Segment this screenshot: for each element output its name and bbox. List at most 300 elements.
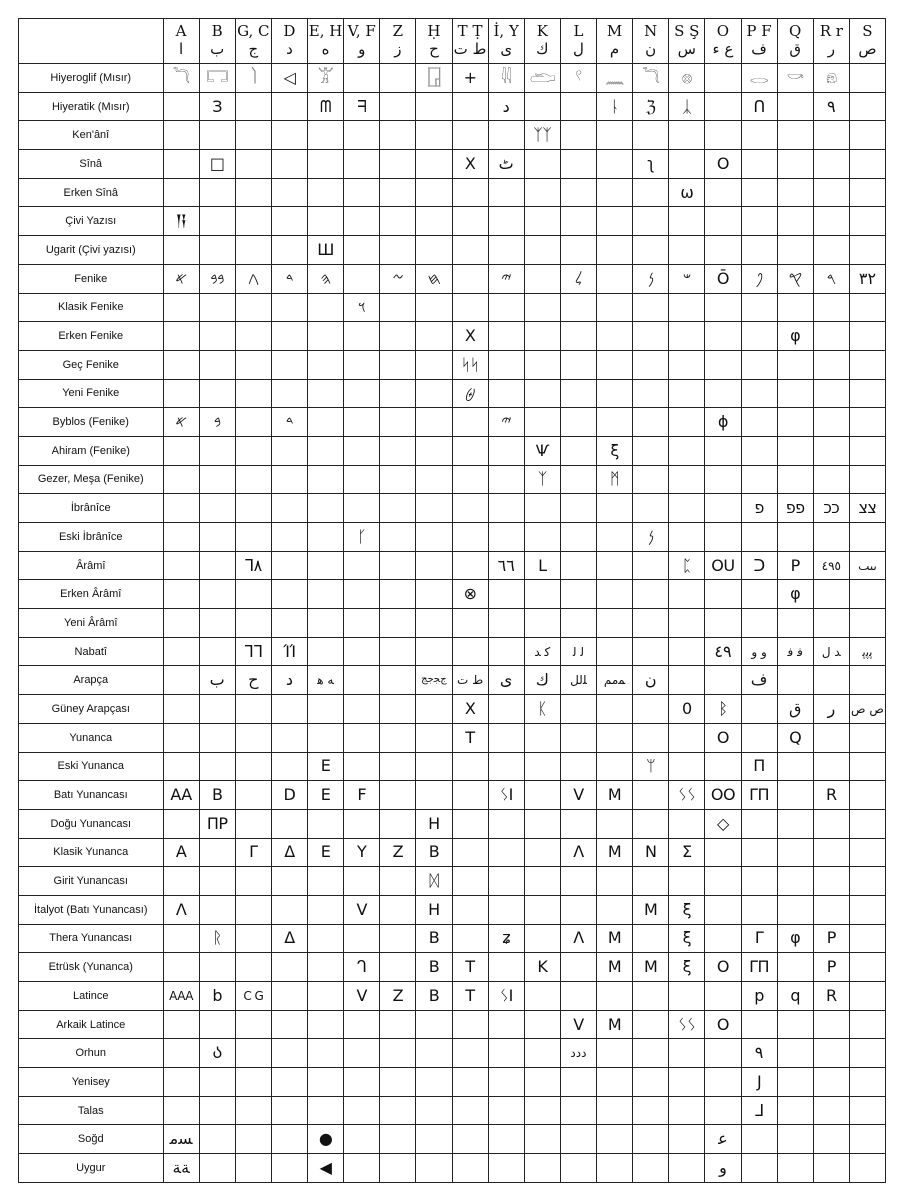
glyph-cell [597,895,633,924]
glyph-cell [813,609,849,638]
glyph-cell [524,609,560,638]
glyph-cell: Υ [344,838,380,867]
glyph-cell [271,895,307,924]
glyph-cell [163,178,199,207]
glyph-cell [235,322,271,351]
glyph-cell: H [416,809,452,838]
glyph-cell: 𐤋 [560,264,596,293]
glyph-cell: φ [777,924,813,953]
glyph-cell [813,752,849,781]
glyph-cell [813,1154,849,1183]
glyph-cell [849,465,885,494]
glyph-cell [235,809,271,838]
script-name: Fenike [19,264,164,293]
glyph-cell [163,609,199,638]
glyph-cell [669,809,705,838]
glyph-cell [560,752,596,781]
glyph-cell: ﻠﻟﻞ [560,666,596,695]
glyph-cell: R [813,781,849,810]
glyph-cell [416,695,452,724]
glyph-cell: ᛊI [488,982,524,1011]
glyph-cell: ᛊI [488,781,524,810]
table-row [19,723,886,752]
glyph-cell: 𐤂 [235,264,271,293]
glyph-cell [163,723,199,752]
glyph-cell [560,494,596,523]
glyph-cell [380,551,416,580]
glyph-cell: ξ [669,924,705,953]
table-row [19,408,886,437]
glyph-cell [777,178,813,207]
glyph-cell [380,236,416,265]
column-arabic-letter: ق [789,40,801,58]
glyph-cell [308,1039,344,1068]
glyph-cell [777,838,813,867]
column-header [813,19,849,64]
script-name: Klasik Yunanca [19,838,164,867]
glyph-cell [452,838,488,867]
glyph-cell: T [452,953,488,982]
glyph-cell [344,1039,380,1068]
glyph-cell [560,207,596,236]
glyph-cell [488,1096,524,1125]
glyph-cell: ᒣᒣ [235,637,271,666]
glyph-cell: ᒉ [344,953,380,982]
glyph-cell [849,207,885,236]
glyph-cell [524,293,560,322]
glyph-cell [777,666,813,695]
glyph-cell [488,350,524,379]
column-arabic-letter: ز [394,40,402,58]
table-row [19,523,886,552]
glyph-cell: ٦٦ [488,551,524,580]
glyph-cell [777,1154,813,1183]
glyph-cell [380,1039,416,1068]
glyph-cell: ﺴﻣ [163,1125,199,1154]
glyph-cell [705,752,741,781]
glyph-cell [163,924,199,953]
glyph-cell [741,838,777,867]
glyph-cell [271,695,307,724]
glyph-cell [163,637,199,666]
glyph-cell [849,121,885,150]
glyph-cell: 𐤃 [271,264,307,293]
glyph-cell: 𓆓 [163,64,199,93]
glyph-cell: פ [741,494,777,523]
glyph-cell: M [597,924,633,953]
glyph-cell: 𐤒 [777,264,813,293]
glyph-cell: ● [308,1125,344,1154]
table-row [19,666,886,695]
glyph-cell: ᛊᛊ [669,781,705,810]
glyph-cell [308,150,344,179]
table-row [19,1154,886,1183]
glyph-cell [633,1096,669,1125]
glyph-cell: AAA [163,982,199,1011]
column-arabic-letter: ا [178,40,184,58]
glyph-cell [633,408,669,437]
glyph-cell [633,609,669,638]
glyph-cell [705,838,741,867]
glyph-cell [669,867,705,896]
glyph-cell: ٣٢ [849,264,885,293]
glyph-cell [560,867,596,896]
glyph-cell [163,1068,199,1097]
glyph-cell [271,752,307,781]
glyph-cell [633,236,669,265]
glyph-cell [705,924,741,953]
glyph-cell: ﻤﻣﻢ [597,666,633,695]
glyph-cell [199,494,235,523]
glyph-cell: B [416,838,452,867]
glyph-cell [813,723,849,752]
glyph-cell [199,695,235,724]
glyph-cell [560,465,596,494]
column-header [524,19,560,64]
script-name: Ârâmî [19,551,164,580]
glyph-cell: ᑐ [741,551,777,580]
glyph-cell [380,150,416,179]
column-header [669,19,705,64]
glyph-cell [235,236,271,265]
glyph-cell [271,580,307,609]
glyph-cell [669,1096,705,1125]
glyph-cell: Λ [163,895,199,924]
table-row [19,637,886,666]
column-header [271,19,307,64]
table-row [19,1010,886,1039]
glyph-cell [344,121,380,150]
glyph-cell [235,895,271,924]
column-header [488,19,524,64]
glyph-cell: 𐤀 [163,408,199,437]
glyph-cell: B [199,781,235,810]
glyph-cell [705,580,741,609]
glyph-cell [560,350,596,379]
glyph-cell [452,1096,488,1125]
glyph-cell [488,609,524,638]
table-row [19,150,886,179]
glyph-cell [416,523,452,552]
glyph-cell: 𐤉 [488,408,524,437]
glyph-cell [488,523,524,552]
glyph-cell: 𐤁𐤁 [199,264,235,293]
glyph-cell [777,953,813,982]
glyph-cell [633,809,669,838]
glyph-cell [271,723,307,752]
glyph-cell: ᗰ [308,92,344,121]
glyph-cell [344,322,380,351]
glyph-cell [777,436,813,465]
glyph-cell [452,1010,488,1039]
glyph-cell [380,695,416,724]
script-name: Güney Arapçası [19,695,164,724]
glyph-cell [235,781,271,810]
glyph-cell [308,1068,344,1097]
glyph-cell [416,781,452,810]
alphabet-table [18,18,886,1183]
glyph-cell [597,551,633,580]
glyph-cell [488,953,524,982]
script-name: Hiyeroglif (Mısır) [19,64,164,93]
glyph-cell [271,867,307,896]
glyph-cell [380,781,416,810]
glyph-cell [849,982,885,1011]
column-latin-letter: E, H [308,22,343,40]
glyph-cell [308,982,344,1011]
glyph-cell: ٹ [488,150,524,179]
glyph-cell: ᛉ [524,465,560,494]
glyph-cell [849,924,885,953]
glyph-cell: OU [705,551,741,580]
glyph-cell [416,723,452,752]
table-row [19,838,886,867]
glyph-cell [163,1010,199,1039]
glyph-cell [344,924,380,953]
script-name: Arapça [19,666,164,695]
glyph-cell: B [416,982,452,1011]
glyph-cell [777,150,813,179]
glyph-cell: ﻭ [705,1154,741,1183]
glyph-cell [271,809,307,838]
glyph-cell: ϕ [705,408,741,437]
glyph-cell [271,1096,307,1125]
glyph-cell [777,236,813,265]
glyph-cell [849,781,885,810]
glyph-cell [741,809,777,838]
glyph-cell [235,436,271,465]
glyph-cell: E [308,752,344,781]
table-row [19,924,886,953]
glyph-cell [741,465,777,494]
glyph-cell [777,1010,813,1039]
glyph-cell [705,64,741,93]
glyph-cell [741,723,777,752]
glyph-cell [271,953,307,982]
glyph-cell [777,1096,813,1125]
script-name: Erken Ârâmî [19,580,164,609]
glyph-cell: ﺔﺔ [163,1154,199,1183]
glyph-cell [524,809,560,838]
glyph-cell [344,695,380,724]
glyph-cell: ٩ [813,92,849,121]
glyph-cell [560,982,596,1011]
glyph-cell [163,293,199,322]
column-latin-letter: Ḥ [427,22,441,40]
glyph-cell [560,1154,596,1183]
glyph-cell [705,867,741,896]
glyph-cell: ω [669,178,705,207]
glyph-cell [633,982,669,1011]
glyph-cell [199,1010,235,1039]
glyph-cell: Λ [560,838,596,867]
glyph-cell [452,465,488,494]
glyph-cell [416,178,452,207]
table-row [19,1096,886,1125]
glyph-cell [560,236,596,265]
glyph-cell [308,293,344,322]
glyph-cell [597,695,633,724]
glyph-cell: 𐤍 [633,523,669,552]
glyph-cell [235,379,271,408]
glyph-cell [849,838,885,867]
glyph-cell [633,465,669,494]
table-row [19,752,886,781]
table-row [19,350,886,379]
glyph-cell [813,350,849,379]
glyph-cell [344,1096,380,1125]
glyph-cell [416,1096,452,1125]
glyph-cell [235,609,271,638]
glyph-cell [633,637,669,666]
glyph-cell [380,666,416,695]
table-row [19,609,886,638]
glyph-cell [308,379,344,408]
glyph-cell [813,1096,849,1125]
glyph-cell [741,293,777,322]
glyph-cell: ᛗ [597,465,633,494]
glyph-cell [813,293,849,322]
glyph-cell [380,1096,416,1125]
glyph-cell [271,1010,307,1039]
glyph-cell: P [777,551,813,580]
glyph-cell [344,723,380,752]
glyph-cell [271,551,307,580]
column-arabic-letter: ل [572,40,584,58]
script-name: Eski Yunanca [19,752,164,781]
glyph-cell [271,92,307,121]
glyph-cell: P [813,953,849,982]
glyph-cell [416,1039,452,1068]
glyph-cell [669,523,705,552]
table-row [19,867,886,896]
script-name: Orhun [19,1039,164,1068]
column-latin-letter: A [175,22,187,40]
script-name: Nabatî [19,637,164,666]
glyph-cell [163,523,199,552]
glyph-cell [163,580,199,609]
glyph-cell [777,609,813,638]
glyph-cell [271,1154,307,1183]
glyph-cell: 𒀀 [163,207,199,236]
glyph-cell [813,465,849,494]
glyph-cell [849,408,885,437]
glyph-cell: ق [777,695,813,724]
glyph-cell [344,150,380,179]
glyph-cell [705,465,741,494]
glyph-cell [524,236,560,265]
glyph-cell [344,1154,380,1183]
glyph-cell [344,666,380,695]
glyph-cell: Z [380,838,416,867]
script-name: İtalyot (Batı Yunancası) [19,895,164,924]
glyph-cell: ᛒ [705,695,741,724]
glyph-cell [597,322,633,351]
glyph-cell: 𐤍 [633,264,669,293]
glyph-cell [452,867,488,896]
glyph-cell [524,523,560,552]
glyph-cell: AA [163,781,199,810]
glyph-cell: ف [741,666,777,695]
glyph-cell [705,178,741,207]
glyph-cell [344,236,380,265]
glyph-cell: J [741,1068,777,1097]
column-arabic-letter: ح [429,40,439,58]
glyph-cell [416,1010,452,1039]
glyph-cell [344,551,380,580]
glyph-cell [452,207,488,236]
glyph-cell [344,1125,380,1154]
glyph-cell [705,207,741,236]
glyph-cell [597,867,633,896]
glyph-cell: □ [199,150,235,179]
glyph-cell [560,580,596,609]
glyph-cell [199,1154,235,1183]
glyph-cell [235,752,271,781]
glyph-cell [308,551,344,580]
glyph-cell [669,236,705,265]
glyph-cell [416,551,452,580]
glyph-cell [741,150,777,179]
glyph-cell [524,752,560,781]
glyph-cell [633,293,669,322]
glyph-cell [813,523,849,552]
script-name: Talas [19,1096,164,1125]
glyph-cell: O [705,150,741,179]
glyph-cell [235,350,271,379]
glyph-cell [416,121,452,150]
glyph-cell [452,924,488,953]
glyph-cell [271,609,307,638]
glyph-cell [849,580,885,609]
glyph-cell [199,322,235,351]
glyph-cell [380,178,416,207]
table-row [19,207,886,236]
glyph-cell [741,121,777,150]
glyph-cell [741,580,777,609]
glyph-cell [705,379,741,408]
glyph-cell: ﺩ [488,92,524,121]
glyph-cell [560,1068,596,1097]
glyph-cell [849,523,885,552]
glyph-cell: O [705,723,741,752]
glyph-cell [163,465,199,494]
glyph-cell [597,293,633,322]
glyph-cell [813,322,849,351]
glyph-cell [597,1096,633,1125]
glyph-cell [777,781,813,810]
glyph-cell [380,637,416,666]
glyph-cell [163,236,199,265]
glyph-cell [308,580,344,609]
glyph-cell [669,723,705,752]
glyph-cell: ΓΠ [741,953,777,982]
glyph-cell [308,494,344,523]
glyph-cell: M [633,895,669,924]
glyph-cell [777,1068,813,1097]
glyph-cell [235,150,271,179]
glyph-cell [560,953,596,982]
glyph-cell [777,293,813,322]
glyph-cell: 𐤇 [416,264,452,293]
glyph-cell [380,924,416,953]
glyph-cell [488,207,524,236]
glyph-cell: 𓂧 [524,64,560,93]
glyph-cell [380,1154,416,1183]
glyph-cell [560,408,596,437]
glyph-cell [560,609,596,638]
column-header [199,19,235,64]
